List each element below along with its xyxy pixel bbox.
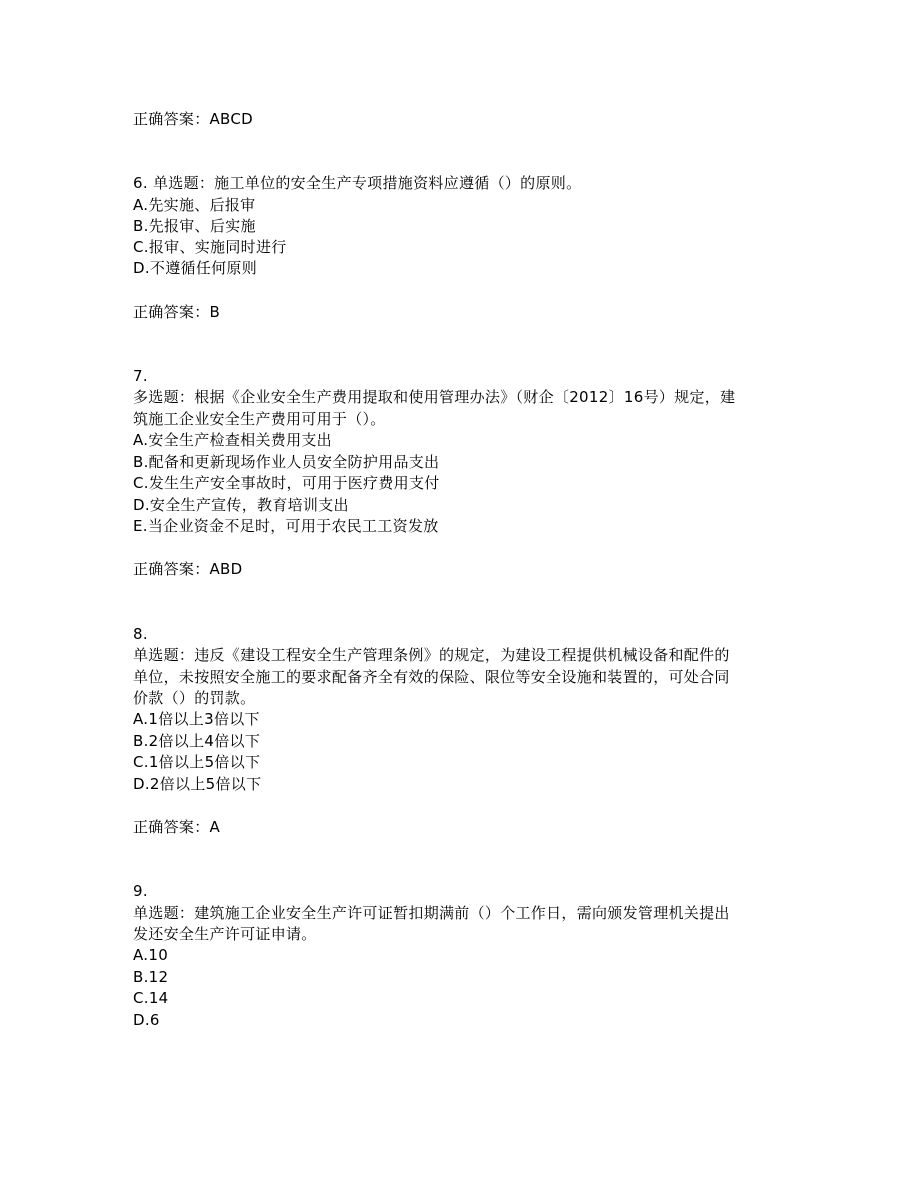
question-stem-line-1: 多选题：根据《企业安全生产费用提取和使用管理办法》（财企〔2012〕16号）规定，建	[133, 388, 736, 406]
option-c: C.发生生产安全事故时，可用于医疗费用支付	[133, 474, 440, 492]
answer: 正确答案：A	[133, 818, 221, 836]
option-d: D.2倍以上5倍以下	[133, 775, 262, 793]
answer: 正确答案：ABD	[133, 560, 243, 578]
question-number: 8.	[133, 625, 148, 643]
option-d: D.6	[133, 1011, 160, 1029]
option-c: C.1倍以上5倍以下	[133, 753, 261, 771]
question-number: 7.	[133, 367, 148, 385]
question-number: 9.	[133, 882, 148, 900]
prev-answer: 正确答案：ABCD	[133, 110, 254, 128]
option-a: A.先实施、后报审	[133, 196, 256, 214]
option-a: A.10	[133, 946, 169, 964]
option-a: A.安全生产检查相关费用支出	[133, 431, 332, 449]
option-d: D.不遵循任何原则	[133, 259, 258, 277]
option-c: C.14	[133, 989, 169, 1007]
question-stem-line-1: 单选题：建筑施工企业安全生产许可证暂扣期满前（）个工作日，需向颁发管理机关提出	[133, 904, 730, 922]
question-stem-line-2: 单位，未按照安全施工的要求配备齐全有效的保险、限位等安全设施和装置的，可处合同	[133, 668, 730, 686]
answer: 正确答案：B	[133, 303, 221, 321]
option-b: B.2倍以上4倍以下	[133, 732, 261, 750]
option-d: D.安全生产宣传，教育培训支出	[133, 496, 349, 514]
option-e: E.当企业资金不足时，可用于农民工工资发放	[133, 517, 439, 535]
option-b: B.配备和更新现场作业人员安全防护用品支出	[133, 453, 440, 471]
question-stem-line-3: 价款（）的罚款。	[133, 689, 256, 707]
option-a: A.1倍以上3倍以下	[133, 710, 260, 728]
question-stem-line-2: 发还安全生产许可证申请。	[133, 925, 317, 943]
option-b: B.12	[133, 968, 169, 986]
question-stem-line-1: 单选题：违反《建设工程安全生产管理条例》的规定，为建设工程提供机械设备和配件的	[133, 646, 730, 664]
question-stem: 6. 单选题：施工单位的安全生产专项措施资料应遵循（）的原则。	[133, 174, 582, 192]
option-c: C.报审、实施同时进行	[133, 238, 287, 256]
option-b: B.先报审、后实施	[133, 217, 256, 235]
question-stem-line-2: 筑施工企业安全生产费用可用于（）。	[133, 410, 386, 428]
